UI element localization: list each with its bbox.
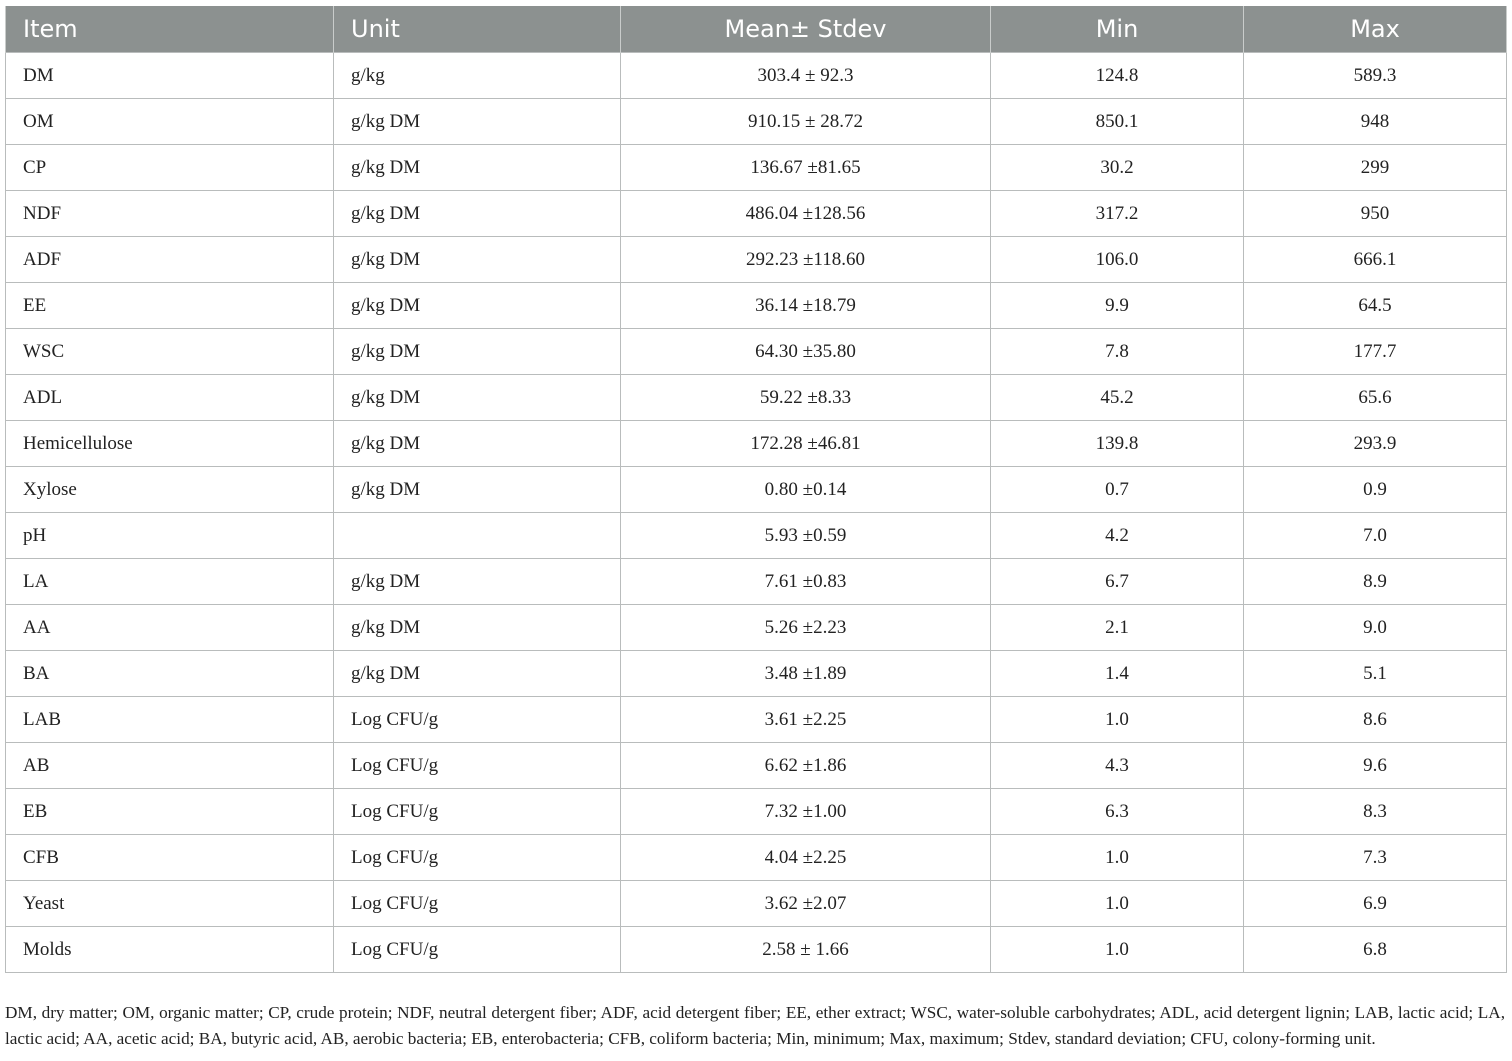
cell-mean-stdev: 3.48 ±1.89: [621, 651, 991, 697]
cell-unit: g/kg DM: [334, 467, 621, 513]
table-row: [6, 835, 1507, 881]
cell-min: 45.2: [991, 375, 1244, 421]
cell-max: 5.1: [1244, 651, 1507, 697]
cell-max: 8.3: [1244, 789, 1507, 835]
cell-item: EB: [6, 789, 334, 835]
table-footnote: DM, dry matter; OM, organic matter; CP, crude protein; NDF, neutral detergent fiber; ADF, acid detergent fiber; EE, ether extract; WSC, water-soluble carbohydrates; ADL, acid detergent lignin; LAB, lactic acid; LA, lactic acid; AA, acetic acid; BA, butyric acid, AB, aerobic bacteria; EB, enterobacteria; CFB, coliform bacteria; Min, minimum; Max, maximum; Stdev, standard deviation; CFU, colony-forming unit.: [5, 1003, 1505, 1049]
cell-min: 1.4: [991, 651, 1244, 697]
header-mean-stdev: Mean± Stdev: [621, 6, 991, 53]
cell-min: 30.2: [991, 145, 1244, 191]
cell-mean-stdev: 64.30 ±35.80: [621, 329, 991, 375]
table-row: [6, 513, 1507, 559]
cell-max: 6.8: [1244, 927, 1507, 973]
data-table-container: [5, 6, 1506, 973]
cell-item: NDF: [6, 191, 334, 237]
cell-min: 7.8: [991, 329, 1244, 375]
cell-item: ADF: [6, 237, 334, 283]
cell-mean-stdev: 59.22 ±8.33: [621, 375, 991, 421]
composition-table: [5, 6, 1507, 973]
cell-max: 177.7: [1244, 329, 1507, 375]
cell-item: Hemicellulose: [6, 421, 334, 467]
cell-item: OM: [6, 99, 334, 145]
cell-max: 0.9: [1244, 467, 1507, 513]
table-row: [6, 145, 1507, 191]
cell-mean-stdev: 486.04 ±128.56: [621, 191, 991, 237]
cell-max: 9.0: [1244, 605, 1507, 651]
cell-item: pH: [6, 513, 334, 559]
cell-min: 6.7: [991, 559, 1244, 605]
table-row: [6, 789, 1507, 835]
cell-unit: Log CFU/g: [334, 927, 621, 973]
cell-unit: Log CFU/g: [334, 789, 621, 835]
cell-unit: g/kg DM: [334, 191, 621, 237]
cell-item: Yeast: [6, 881, 334, 927]
cell-unit: Log CFU/g: [334, 835, 621, 881]
cell-min: 1.0: [991, 927, 1244, 973]
cell-mean-stdev: 7.61 ±0.83: [621, 559, 991, 605]
cell-max: 948: [1244, 99, 1507, 145]
table-row: [6, 881, 1507, 927]
header-unit: Unit: [334, 6, 621, 53]
cell-item: EE: [6, 283, 334, 329]
cell-mean-stdev: 3.61 ±2.25: [621, 697, 991, 743]
cell-item: LAB: [6, 697, 334, 743]
cell-min: 4.3: [991, 743, 1244, 789]
cell-unit: g/kg DM: [334, 651, 621, 697]
table-row: [6, 329, 1507, 375]
cell-item: BA: [6, 651, 334, 697]
cell-unit: g/kg DM: [334, 145, 621, 191]
cell-item: LA: [6, 559, 334, 605]
cell-min: 139.8: [991, 421, 1244, 467]
cell-min: 1.0: [991, 881, 1244, 927]
table-row: [6, 605, 1507, 651]
header-item: Item: [6, 6, 334, 53]
cell-max: 65.6: [1244, 375, 1507, 421]
cell-mean-stdev: 292.23 ±118.60: [621, 237, 991, 283]
cell-item: DM: [6, 53, 334, 99]
table-row: [6, 191, 1507, 237]
table-row: [6, 283, 1507, 329]
table-row: [6, 99, 1507, 145]
cell-max: 64.5: [1244, 283, 1507, 329]
cell-mean-stdev: 0.80 ±0.14: [621, 467, 991, 513]
cell-mean-stdev: 36.14 ±18.79: [621, 283, 991, 329]
cell-min: 106.0: [991, 237, 1244, 283]
cell-mean-stdev: 3.62 ±2.07: [621, 881, 991, 927]
cell-item: AB: [6, 743, 334, 789]
cell-mean-stdev: 6.62 ±1.86: [621, 743, 991, 789]
cell-max: 7.3: [1244, 835, 1507, 881]
cell-mean-stdev: 303.4 ± 92.3: [621, 53, 991, 99]
cell-max: 8.9: [1244, 559, 1507, 605]
cell-unit: g/kg: [334, 53, 621, 99]
cell-item: CP: [6, 145, 334, 191]
header-max: Max: [1244, 6, 1507, 53]
cell-max: 9.6: [1244, 743, 1507, 789]
cell-unit: g/kg DM: [334, 99, 621, 145]
cell-mean-stdev: 5.26 ±2.23: [621, 605, 991, 651]
cell-min: 6.3: [991, 789, 1244, 835]
cell-unit: g/kg DM: [334, 375, 621, 421]
cell-mean-stdev: 172.28 ±46.81: [621, 421, 991, 467]
cell-unit: g/kg DM: [334, 237, 621, 283]
cell-item: ADL: [6, 375, 334, 421]
table-row: [6, 743, 1507, 789]
cell-item: WSC: [6, 329, 334, 375]
cell-mean-stdev: 4.04 ±2.25: [621, 835, 991, 881]
cell-max: 7.0: [1244, 513, 1507, 559]
table-row: [6, 53, 1507, 99]
cell-unit: g/kg DM: [334, 559, 621, 605]
table-row: [6, 237, 1507, 283]
table-row: [6, 651, 1507, 697]
cell-mean-stdev: 7.32 ±1.00: [621, 789, 991, 835]
cell-unit: g/kg DM: [334, 283, 621, 329]
cell-min: 4.2: [991, 513, 1244, 559]
cell-item: CFB: [6, 835, 334, 881]
cell-unit: g/kg DM: [334, 605, 621, 651]
cell-unit: Log CFU/g: [334, 697, 621, 743]
table-row: [6, 375, 1507, 421]
cell-mean-stdev: 136.67 ±81.65: [621, 145, 991, 191]
cell-min: 317.2: [991, 191, 1244, 237]
table-row: [6, 467, 1507, 513]
cell-unit: [334, 513, 621, 559]
table-row: [6, 559, 1507, 605]
cell-unit: g/kg DM: [334, 421, 621, 467]
cell-item: AA: [6, 605, 334, 651]
cell-max: 6.9: [1244, 881, 1507, 927]
cell-mean-stdev: 910.15 ± 28.72: [621, 99, 991, 145]
cell-mean-stdev: 2.58 ± 1.66: [621, 927, 991, 973]
cell-max: 589.3: [1244, 53, 1507, 99]
table-body: [6, 53, 1507, 973]
cell-min: 1.0: [991, 697, 1244, 743]
cell-max: 950: [1244, 191, 1507, 237]
cell-unit: Log CFU/g: [334, 743, 621, 789]
cell-item: Xylose: [6, 467, 334, 513]
cell-min: 9.9: [991, 283, 1244, 329]
cell-min: 1.0: [991, 835, 1244, 881]
cell-min: 2.1: [991, 605, 1244, 651]
table-row: [6, 421, 1507, 467]
cell-unit: g/kg DM: [334, 329, 621, 375]
cell-max: 666.1: [1244, 237, 1507, 283]
table-row: [6, 697, 1507, 743]
table-header: [6, 6, 1507, 53]
cell-mean-stdev: 5.93 ±0.59: [621, 513, 991, 559]
cell-max: 8.6: [1244, 697, 1507, 743]
table-row: [6, 927, 1507, 973]
cell-min: 850.1: [991, 99, 1244, 145]
cell-min: 0.7: [991, 467, 1244, 513]
header-row: [6, 6, 1507, 53]
cell-max: 293.9: [1244, 421, 1507, 467]
cell-max: 299: [1244, 145, 1507, 191]
header-min: Min: [991, 6, 1244, 53]
cell-min: 124.8: [991, 53, 1244, 99]
cell-unit: Log CFU/g: [334, 881, 621, 927]
cell-item: Molds: [6, 927, 334, 973]
